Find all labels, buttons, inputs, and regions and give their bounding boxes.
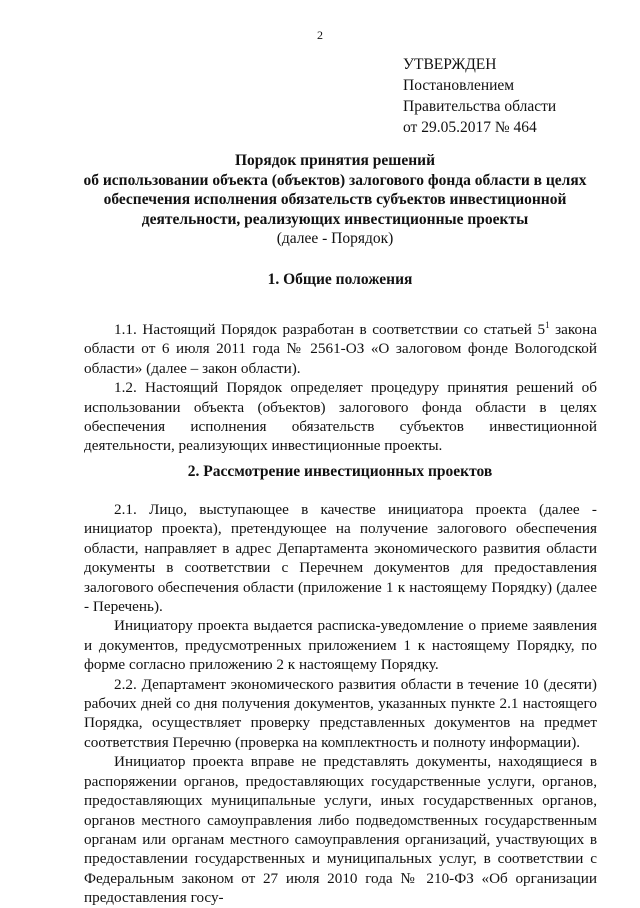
title-line: об использовании объекта (объектов) залогового фонда области в целях [83, 171, 587, 189]
approval-date-number: от 29.05.2017 № 464 [403, 119, 537, 136]
paragraph-2-1: 2.1. Лицо, выступающее в качестве инициатора проекта (далее - инициатор проекта), претендующее на получение залогового обеспечения области, направляет в адрес Департамента экономического развития области документы в соответствии с Перечнем документов для предоставления залогового обеспечения области (приложение 1 к настоящему Порядку) (далее - Перечень). [84, 501, 597, 616]
approval-block [403, 54, 556, 138]
paragraph-1-1: 1.1. Настоящий Порядок разработан в соответствии со статьей $5^1$ закона области от 6 июля 2011 года № 2561-ОЗ «О залоговом фонде Вологодской области» (далее – закон области). [84, 320, 597, 377]
article-superscript: 1 [545, 320, 550, 330]
approval-authority: Правительства области [403, 98, 557, 115]
section-1-body [84, 320, 597, 456]
title-line: Порядок принятия решений [234, 152, 436, 169]
title-line: деятельности, реализующих инвестиционные проекты [141, 210, 529, 228]
section-2-heading: 2. Рассмотрение инвестиционных проектов [187, 463, 493, 480]
approval-act-type: Постановлением [403, 77, 515, 94]
paragraph-1-2: 1.2. Настоящий Порядок определяет процедуру принятия решений об использовании объекта (объектов) залогового фонда области в целях обеспечения исполнения обязательств субъектов инвестиционной деятельности, реализующих инвестиционные проекты. [84, 379, 597, 455]
paragraph-2-1-receipt: Инициатору проекта выдается расписка-уведомление о приеме заявления и документов, предусмотренных приложением 1 к настоящему Порядку, по форме согласно приложению 2 к настоящему Порядку. [84, 617, 597, 674]
title-line: обеспечения исполнения обязательств субъектов инвестиционной [103, 191, 567, 208]
page-number: 2 [317, 28, 323, 42]
section-1-heading: 1. Общие положения [267, 271, 413, 288]
document-title-abbreviation: (далее - Порядок) [276, 230, 394, 247]
paragraph-2-2: 2.2. Департамент экономического развития области в течение 10 (десяти) рабочих дней со дня получения документов, указанных пункте 2.1 настоящего Порядка, осуществляет проверку представленных документов на предмет соответствия Перечню (проверка на комплектность и полноту информации). [84, 675, 597, 751]
section-2-body [84, 500, 597, 908]
paragraph-2-2-documents: Инициатор проекта вправе не представлять документы, находящиеся в распоряжении органов, предоставляющих государственные услуги, органов, предоставляющих муниципальные услуги, иных государственных органов, органов местного самоуправления либо подведомственных государственным органам или органам местного самоуправления организаций, участвующих в предоставлении государственных и муниципальных услуг, в соответствии с Федеральным законом от 27 июля 2010 года № 210-ФЗ «Об организации предоставления госу- [84, 753, 597, 907]
approval-status: УТВЕРЖДЕН [403, 56, 497, 73]
document-title [60, 151, 610, 229]
